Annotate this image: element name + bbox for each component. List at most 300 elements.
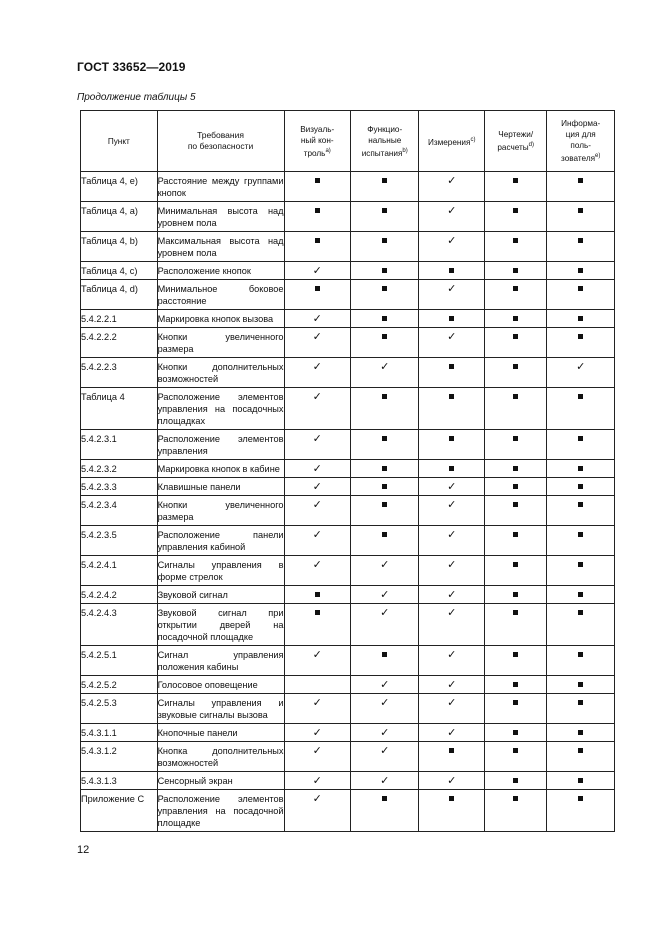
header-drawings: Чертежи/ расчеты$^{d)}$ bbox=[484, 111, 546, 172]
cell-requirement: Маркировка кнопок вызова bbox=[157, 310, 284, 328]
filled-square-icon bbox=[578, 730, 583, 735]
cell-measurements bbox=[419, 556, 484, 586]
cell-punkt: 5.4.2.3.1 bbox=[81, 430, 158, 460]
filled-square-icon bbox=[315, 610, 320, 615]
table-row bbox=[81, 358, 615, 388]
cell-requirement: Максимальная высота над уровнем пола bbox=[157, 232, 284, 262]
cell-drawings bbox=[484, 358, 546, 388]
filled-square-icon bbox=[513, 652, 518, 657]
cell-punkt: 5.4.2.5.2 bbox=[81, 676, 158, 694]
cell-user-info bbox=[547, 460, 615, 478]
cell-requirement: Расположение элементов управления на посадочной площадке bbox=[157, 790, 284, 832]
cell-visual-control bbox=[284, 172, 350, 202]
filled-square-icon bbox=[513, 778, 518, 783]
checkmark-icon: ✓ bbox=[312, 793, 322, 805]
cell-measurements bbox=[419, 280, 484, 310]
checkmark-icon: ✓ bbox=[312, 265, 322, 277]
filled-square-icon bbox=[578, 592, 583, 597]
cell-functional-tests bbox=[350, 358, 419, 388]
filled-square-icon bbox=[382, 334, 387, 339]
filled-square-icon bbox=[315, 286, 320, 291]
cell-punkt: 5.4.3.1.3 bbox=[81, 772, 158, 790]
cell-functional-tests bbox=[350, 790, 419, 832]
filled-square-icon bbox=[513, 700, 518, 705]
cell-functional-tests bbox=[350, 556, 419, 586]
cell-user-info bbox=[547, 772, 615, 790]
checkmark-icon: ✓ bbox=[312, 463, 322, 475]
cell-drawings bbox=[484, 202, 546, 232]
filled-square-icon bbox=[513, 466, 518, 471]
cell-user-info bbox=[547, 742, 615, 772]
cell-punkt: 5.4.2.4.3 bbox=[81, 604, 158, 646]
cell-measurements bbox=[419, 478, 484, 496]
table-row bbox=[81, 478, 615, 496]
cell-user-info bbox=[547, 526, 615, 556]
cell-user-info bbox=[547, 310, 615, 328]
cell-measurements bbox=[419, 388, 484, 430]
header-punkt: Пункт bbox=[81, 111, 158, 172]
checkmark-icon: ✓ bbox=[447, 697, 457, 709]
header-row bbox=[81, 111, 615, 172]
table-row bbox=[81, 232, 615, 262]
cell-requirement: Маркировка кнопок в кабине bbox=[157, 460, 284, 478]
cell-requirement: Звуковой сигнал bbox=[157, 586, 284, 604]
cell-punkt: 5.4.2.3.3 bbox=[81, 478, 158, 496]
filled-square-icon bbox=[513, 562, 518, 567]
cell-measurements bbox=[419, 310, 484, 328]
cell-user-info bbox=[547, 172, 615, 202]
cell-drawings bbox=[484, 772, 546, 790]
filled-square-icon bbox=[513, 502, 518, 507]
cell-user-info bbox=[547, 430, 615, 460]
cell-drawings bbox=[484, 328, 546, 358]
table-row bbox=[81, 328, 615, 358]
cell-drawings bbox=[484, 262, 546, 280]
filled-square-icon bbox=[513, 730, 518, 735]
cell-user-info bbox=[547, 586, 615, 604]
cell-punkt: 5.4.2.5.3 bbox=[81, 694, 158, 724]
cell-visual-control bbox=[284, 232, 350, 262]
filled-square-icon bbox=[382, 796, 387, 801]
checkmark-icon: ✓ bbox=[380, 559, 390, 571]
cell-requirement: Минимальная высота над уровнем пола bbox=[157, 202, 284, 232]
table-row bbox=[81, 460, 615, 478]
cell-visual-control bbox=[284, 772, 350, 790]
cell-functional-tests bbox=[350, 280, 419, 310]
cell-punkt: 5.4.2.3.2 bbox=[81, 460, 158, 478]
filled-square-icon bbox=[513, 364, 518, 369]
filled-square-icon bbox=[578, 748, 583, 753]
cell-measurements bbox=[419, 496, 484, 526]
filled-square-icon bbox=[578, 316, 583, 321]
cell-measurements bbox=[419, 676, 484, 694]
cell-requirement: Сигналы управления в форме стрелок bbox=[157, 556, 284, 586]
cell-requirement: Сигнал управления положения кабины bbox=[157, 646, 284, 676]
checkmark-icon: ✓ bbox=[312, 361, 322, 373]
checkmark-icon: ✓ bbox=[380, 607, 390, 619]
checkmark-icon: ✓ bbox=[447, 649, 457, 661]
cell-requirement: Расположение панели управления кабиной bbox=[157, 526, 284, 556]
filled-square-icon bbox=[513, 682, 518, 687]
cell-measurements bbox=[419, 694, 484, 724]
filled-square-icon bbox=[315, 592, 320, 597]
cell-punkt: 5.4.2.4.2 bbox=[81, 586, 158, 604]
cell-user-info bbox=[547, 388, 615, 430]
filled-square-icon bbox=[578, 238, 583, 243]
cell-functional-tests bbox=[350, 676, 419, 694]
cell-drawings bbox=[484, 496, 546, 526]
cell-visual-control bbox=[284, 676, 350, 694]
cell-drawings bbox=[484, 742, 546, 772]
table-row bbox=[81, 676, 615, 694]
cell-drawings bbox=[484, 646, 546, 676]
header-requirements: Требования по безопасности bbox=[157, 111, 284, 172]
cell-user-info bbox=[547, 694, 615, 724]
table-row bbox=[81, 172, 615, 202]
checkmark-icon: ✓ bbox=[447, 175, 457, 187]
filled-square-icon bbox=[513, 268, 518, 273]
cell-visual-control bbox=[284, 280, 350, 310]
table-row bbox=[81, 496, 615, 526]
cell-requirement: Расстояние между группами кнопок bbox=[157, 172, 284, 202]
cell-measurements bbox=[419, 358, 484, 388]
checkmark-icon: ✓ bbox=[312, 481, 322, 493]
cell-punkt: Приложение C bbox=[81, 790, 158, 832]
table-row bbox=[81, 724, 615, 742]
cell-functional-tests bbox=[350, 478, 419, 496]
filled-square-icon bbox=[382, 466, 387, 471]
cell-measurements bbox=[419, 772, 484, 790]
cell-functional-tests bbox=[350, 430, 419, 460]
checkmark-icon: ✓ bbox=[447, 529, 457, 541]
checkmark-icon: ✓ bbox=[447, 205, 457, 217]
filled-square-icon bbox=[578, 286, 583, 291]
filled-square-icon bbox=[315, 208, 320, 213]
cell-user-info bbox=[547, 646, 615, 676]
checkmark-icon: ✓ bbox=[447, 331, 457, 343]
cell-visual-control bbox=[284, 328, 350, 358]
table-row bbox=[81, 556, 615, 586]
cell-measurements bbox=[419, 328, 484, 358]
cell-drawings bbox=[484, 790, 546, 832]
checkmark-icon: ✓ bbox=[312, 697, 322, 709]
checkmark-icon: ✓ bbox=[447, 499, 457, 511]
header-visual-control: Визуаль- ный кон- троль$^{a)}$ bbox=[284, 111, 350, 172]
cell-functional-tests bbox=[350, 232, 419, 262]
cell-drawings bbox=[484, 676, 546, 694]
cell-requirement: Расположение кнопок bbox=[157, 262, 284, 280]
filled-square-icon bbox=[578, 700, 583, 705]
header-functional-tests: Функцио- нальные испытания$^{b)}$ bbox=[350, 111, 419, 172]
checkmark-icon: ✓ bbox=[447, 775, 457, 787]
filled-square-icon bbox=[315, 238, 320, 243]
filled-square-icon bbox=[513, 208, 518, 213]
cell-user-info bbox=[547, 358, 615, 388]
cell-drawings bbox=[484, 604, 546, 646]
filled-square-icon bbox=[449, 748, 454, 753]
cell-requirement: Клавишные панели bbox=[157, 478, 284, 496]
filled-square-icon bbox=[513, 532, 518, 537]
cell-punkt: 5.4.3.1.2 bbox=[81, 742, 158, 772]
cell-visual-control bbox=[284, 586, 350, 604]
filled-square-icon bbox=[449, 316, 454, 321]
cell-user-info bbox=[547, 280, 615, 310]
cell-visual-control bbox=[284, 742, 350, 772]
checkmark-icon: ✓ bbox=[380, 775, 390, 787]
filled-square-icon bbox=[449, 436, 454, 441]
cell-visual-control bbox=[284, 310, 350, 328]
cell-punkt: Таблица 4, c) bbox=[81, 262, 158, 280]
filled-square-icon bbox=[382, 316, 387, 321]
filled-square-icon bbox=[382, 238, 387, 243]
cell-drawings bbox=[484, 586, 546, 604]
cell-functional-tests bbox=[350, 310, 419, 328]
cell-functional-tests bbox=[350, 526, 419, 556]
checkmark-icon: ✓ bbox=[380, 589, 390, 601]
table-row bbox=[81, 694, 615, 724]
checkmark-icon: ✓ bbox=[447, 559, 457, 571]
cell-requirement: Сигналы управления и звуковые сигналы вызова bbox=[157, 694, 284, 724]
cell-punkt: Таблица 4 bbox=[81, 388, 158, 430]
checkmark-icon: ✓ bbox=[447, 607, 457, 619]
document-title: ГОСТ 33652—2019 bbox=[77, 60, 186, 74]
cell-functional-tests bbox=[350, 172, 419, 202]
checkmark-icon: ✓ bbox=[576, 361, 586, 373]
table-row bbox=[81, 388, 615, 430]
filled-square-icon bbox=[382, 268, 387, 273]
filled-square-icon bbox=[382, 652, 387, 657]
cell-functional-tests bbox=[350, 586, 419, 604]
cell-measurements bbox=[419, 430, 484, 460]
filled-square-icon bbox=[382, 394, 387, 399]
cell-functional-tests bbox=[350, 604, 419, 646]
cell-functional-tests bbox=[350, 328, 419, 358]
cell-user-info bbox=[547, 328, 615, 358]
cell-requirement: Сенсорный экран bbox=[157, 772, 284, 790]
cell-punkt: Таблица 4, a) bbox=[81, 202, 158, 232]
cell-functional-tests bbox=[350, 262, 419, 280]
cell-measurements bbox=[419, 646, 484, 676]
filled-square-icon bbox=[382, 178, 387, 183]
cell-drawings bbox=[484, 172, 546, 202]
checkmark-icon: ✓ bbox=[380, 745, 390, 757]
filled-square-icon bbox=[578, 610, 583, 615]
cell-visual-control bbox=[284, 556, 350, 586]
cell-requirement: Кнопочные панели bbox=[157, 724, 284, 742]
cell-requirement: Кнопка дополнительных возможностей bbox=[157, 742, 284, 772]
filled-square-icon bbox=[578, 208, 583, 213]
cell-measurements bbox=[419, 724, 484, 742]
cell-requirement: Голосовое оповещение bbox=[157, 676, 284, 694]
cell-measurements bbox=[419, 262, 484, 280]
header-measurements: Измерения$^{c)}$ bbox=[419, 111, 484, 172]
cell-requirement: Кнопки увеличенного размера bbox=[157, 496, 284, 526]
cell-drawings bbox=[484, 526, 546, 556]
filled-square-icon bbox=[513, 286, 518, 291]
filled-square-icon bbox=[578, 652, 583, 657]
checkmark-icon: ✓ bbox=[312, 775, 322, 787]
cell-functional-tests bbox=[350, 646, 419, 676]
cell-requirement: Расположение элементов управления bbox=[157, 430, 284, 460]
filled-square-icon bbox=[578, 436, 583, 441]
cell-measurements bbox=[419, 790, 484, 832]
filled-square-icon bbox=[578, 178, 583, 183]
filled-square-icon bbox=[382, 532, 387, 537]
cell-punkt: 5.4.2.2.1 bbox=[81, 310, 158, 328]
cell-user-info bbox=[547, 604, 615, 646]
checkmark-icon: ✓ bbox=[380, 697, 390, 709]
cell-measurements bbox=[419, 586, 484, 604]
cell-user-info bbox=[547, 790, 615, 832]
checkmark-icon: ✓ bbox=[312, 313, 322, 325]
table-row bbox=[81, 310, 615, 328]
cell-functional-tests bbox=[350, 388, 419, 430]
filled-square-icon bbox=[513, 394, 518, 399]
checkmark-icon: ✓ bbox=[312, 745, 322, 757]
cell-user-info bbox=[547, 496, 615, 526]
cell-functional-tests bbox=[350, 496, 419, 526]
cell-functional-tests bbox=[350, 724, 419, 742]
table-caption: Продолжение таблицы 5 bbox=[77, 92, 196, 103]
table-row bbox=[81, 430, 615, 460]
cell-visual-control bbox=[284, 724, 350, 742]
checkmark-icon: ✓ bbox=[312, 559, 322, 571]
cell-measurements bbox=[419, 232, 484, 262]
cell-visual-control bbox=[284, 790, 350, 832]
cell-punkt: 5.4.2.2.3 bbox=[81, 358, 158, 388]
cell-user-info bbox=[547, 676, 615, 694]
cell-visual-control bbox=[284, 202, 350, 232]
cell-punkt: 5.4.2.4.1 bbox=[81, 556, 158, 586]
filled-square-icon bbox=[578, 778, 583, 783]
cell-drawings bbox=[484, 310, 546, 328]
checkmark-icon: ✓ bbox=[312, 331, 322, 343]
cell-punkt: Таблица 4, b) bbox=[81, 232, 158, 262]
cell-visual-control bbox=[284, 430, 350, 460]
cell-user-info bbox=[547, 232, 615, 262]
filled-square-icon bbox=[513, 178, 518, 183]
table-row bbox=[81, 646, 615, 676]
cell-functional-tests bbox=[350, 772, 419, 790]
cell-measurements bbox=[419, 604, 484, 646]
cell-punkt: 5.4.2.3.4 bbox=[81, 496, 158, 526]
cell-punkt: 5.4.2.5.1 bbox=[81, 646, 158, 676]
cell-measurements bbox=[419, 742, 484, 772]
cell-punkt: Таблица 4, d) bbox=[81, 280, 158, 310]
filled-square-icon bbox=[513, 748, 518, 753]
filled-square-icon bbox=[382, 208, 387, 213]
filled-square-icon bbox=[449, 394, 454, 399]
cell-visual-control bbox=[284, 478, 350, 496]
cell-visual-control bbox=[284, 388, 350, 430]
cell-measurements bbox=[419, 460, 484, 478]
table-row bbox=[81, 772, 615, 790]
checkmark-icon: ✓ bbox=[312, 727, 322, 739]
header-user-info: Информа- ция для поль- зователя$^{e)}$ bbox=[547, 111, 615, 172]
filled-square-icon bbox=[513, 484, 518, 489]
filled-square-icon bbox=[315, 178, 320, 183]
cell-drawings bbox=[484, 724, 546, 742]
filled-square-icon bbox=[578, 562, 583, 567]
filled-square-icon bbox=[578, 466, 583, 471]
filled-square-icon bbox=[578, 796, 583, 801]
cell-functional-tests bbox=[350, 694, 419, 724]
table-row bbox=[81, 742, 615, 772]
cell-user-info bbox=[547, 724, 615, 742]
cell-visual-control bbox=[284, 694, 350, 724]
checkmark-icon: ✓ bbox=[447, 727, 457, 739]
table-row bbox=[81, 202, 615, 232]
page-number: 12 bbox=[77, 844, 90, 856]
filled-square-icon bbox=[578, 394, 583, 399]
table-row bbox=[81, 262, 615, 280]
checkmark-icon: ✓ bbox=[312, 499, 322, 511]
cell-requirement: Минимальное боковое расстояние bbox=[157, 280, 284, 310]
filled-square-icon bbox=[578, 268, 583, 273]
checkmark-icon: ✓ bbox=[312, 649, 322, 661]
checkmark-icon: ✓ bbox=[312, 529, 322, 541]
filled-square-icon bbox=[513, 238, 518, 243]
checkmark-icon: ✓ bbox=[312, 391, 322, 403]
cell-measurements bbox=[419, 526, 484, 556]
cell-drawings bbox=[484, 232, 546, 262]
checkmark-icon: ✓ bbox=[447, 481, 457, 493]
cell-functional-tests bbox=[350, 460, 419, 478]
filled-square-icon bbox=[449, 796, 454, 801]
cell-punkt: 5.4.2.3.5 bbox=[81, 526, 158, 556]
cell-drawings bbox=[484, 280, 546, 310]
filled-square-icon bbox=[513, 610, 518, 615]
filled-square-icon bbox=[578, 682, 583, 687]
filled-square-icon bbox=[513, 436, 518, 441]
cell-drawings bbox=[484, 694, 546, 724]
filled-square-icon bbox=[513, 334, 518, 339]
cell-visual-control bbox=[284, 604, 350, 646]
cell-drawings bbox=[484, 430, 546, 460]
checkmark-icon: ✓ bbox=[380, 361, 390, 373]
cell-functional-tests bbox=[350, 742, 419, 772]
cell-requirement: Расположение элементов управления на посадочных площадках bbox=[157, 388, 284, 430]
requirements-table bbox=[80, 110, 615, 832]
table-row bbox=[81, 604, 615, 646]
cell-functional-tests bbox=[350, 202, 419, 232]
cell-punkt: 5.4.3.1.1 bbox=[81, 724, 158, 742]
filled-square-icon bbox=[578, 484, 583, 489]
cell-visual-control bbox=[284, 262, 350, 280]
cell-requirement: Звуковой сигнал при открытии дверей на посадочной площадке bbox=[157, 604, 284, 646]
cell-visual-control bbox=[284, 646, 350, 676]
filled-square-icon bbox=[382, 502, 387, 507]
cell-drawings bbox=[484, 478, 546, 496]
cell-punkt: Таблица 4, e) bbox=[81, 172, 158, 202]
filled-square-icon bbox=[513, 316, 518, 321]
cell-visual-control bbox=[284, 496, 350, 526]
checkmark-icon: ✓ bbox=[447, 235, 457, 247]
checkmark-icon: ✓ bbox=[447, 283, 457, 295]
cell-drawings bbox=[484, 460, 546, 478]
cell-drawings bbox=[484, 388, 546, 430]
cell-user-info bbox=[547, 262, 615, 280]
filled-square-icon bbox=[382, 484, 387, 489]
cell-measurements bbox=[419, 172, 484, 202]
filled-square-icon bbox=[513, 796, 518, 801]
filled-square-icon bbox=[578, 334, 583, 339]
table-row bbox=[81, 280, 615, 310]
cell-requirement: Кнопки дополнительных возможностей bbox=[157, 358, 284, 388]
cell-visual-control bbox=[284, 358, 350, 388]
cell-user-info bbox=[547, 202, 615, 232]
cell-measurements bbox=[419, 202, 484, 232]
